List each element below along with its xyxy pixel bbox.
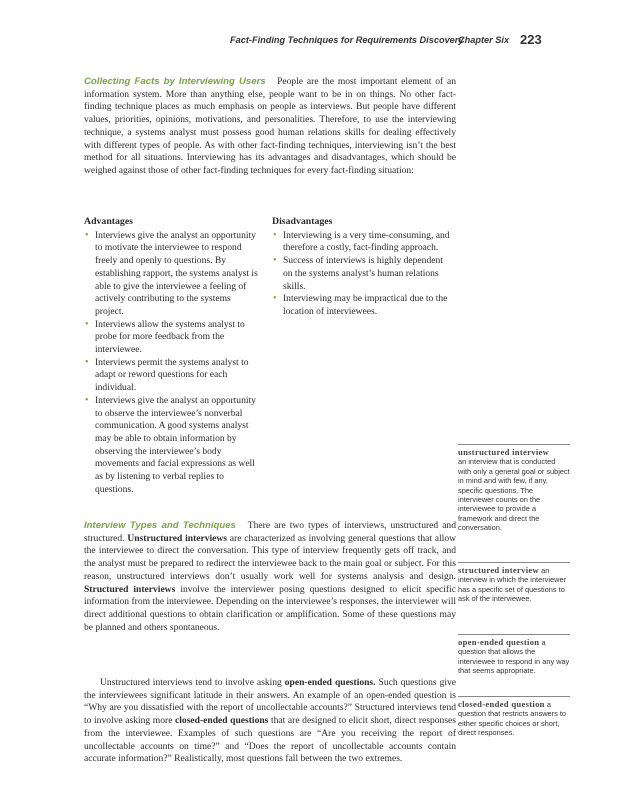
glossary-entry-closed-ended-question xyxy=(458,696,570,738)
key-term: Structured interviews xyxy=(84,583,176,595)
glossary-term: unstructured interview xyxy=(458,447,550,457)
section-text: Unstructured interviews tend to involve asking xyxy=(100,677,282,688)
glossary-definition: an interview that is conducted with only a general goal or subject in mind and with few, if any, specific questions. The interviewer counts on the interviewee to provide a framework and direct the conversation. xyxy=(458,457,570,533)
disadvantages-column xyxy=(272,216,450,319)
glossary-entry-open-ended-question xyxy=(458,634,570,676)
section-heading: Interview Types and Techniques xyxy=(84,520,236,531)
glossary-definition: an interview in which the interviewer has a specific set of questions to ask of the interviewee. xyxy=(458,566,567,604)
running-header xyxy=(0,33,619,47)
key-term: closed-ended questions xyxy=(175,715,269,727)
section-text: Such questions give the interviewees significant latitude in their answers. An example of an open-ended question is “Why are you dissatisfied with the report of uncollectable accounts?” Structured interviews tend to involve asking more xyxy=(84,677,457,727)
advantages-list xyxy=(84,230,262,497)
glossary-definition: a question that restricts answers to either specific choices or short, direct responses. xyxy=(458,700,567,738)
section-interview-types xyxy=(84,520,456,634)
running-title: Fact-Finding Techniques for Requirements Discovery xyxy=(230,35,464,45)
advantages-heading: Advantages xyxy=(84,216,133,227)
section-text: that are designed to elicit short, direct responses from the interviewee. Examples of such questions are “Are you receiving the report of uncollectable accounts on time?” and “Does the report of uncollectable accounts contain accurate information?” Realistically, most questions fall between the two extremes. xyxy=(84,715,456,765)
glossary-entry-unstructured-interview xyxy=(458,444,570,533)
list-item: • Interviewing is a very time-consuming, and therefore a costly, fact-finding approach. xyxy=(272,230,450,255)
list-item: • Interviews allow the systems analyst to probe for more feedback from the interviewee. xyxy=(84,319,262,357)
key-term: Unstructured interviews xyxy=(127,532,227,544)
glossary-entry-structured-interview xyxy=(458,562,570,604)
advantages-column xyxy=(84,216,262,496)
list-item: • Interviews give the analyst an opportunity to motivate the interviewee to respond freely and openly to questions. By establishing rapport, the systems analyst is able to give the interviewee a feeling of actively contributing to the systems project. xyxy=(84,230,262,319)
chapter-label: Chapter Six xyxy=(458,35,510,45)
glossary-definition: a question that allows the interviewee to respond in any way that seems appropriate. xyxy=(458,638,570,676)
glossary-term: structured interview xyxy=(458,565,540,575)
glossary-term: closed-ended question xyxy=(458,699,545,709)
section-collecting-facts xyxy=(84,76,456,178)
list-item: • Success of interviews is highly dependent on the systems analyst’s human relations skills. xyxy=(272,255,450,293)
section-heading: Collecting Facts by Interviewing Users xyxy=(84,76,266,87)
list-item: • Interviewing may be impractical due to the location of interviewees. xyxy=(272,293,450,318)
section-body: People are the most important element of an information system. More than anything else, people want to be in on things. No other fact-finding technique places as much emphasis on people as interviews. But people have different values, priorities, opinions, motivations, and personalities. Therefore, to use the interviewing technique, a systems analyst must possess good human relations skills for dealing effectively with different types of people. As with other fact-finding techniques, interviewing isn’t the best method for all situations. Interviewing has its advantages and disadvantages, which should be weighed against those of other fact-finding techniques for every fact-finding situation: xyxy=(84,76,456,176)
glossary-term: open-ended question xyxy=(458,637,540,647)
section-text: are characterized as involving general questions that allow the interviewee to direct the conversation. This type of interview frequently gets off track, and the analyst must be prepared to redirect the interviewee back to the main goal or subject. For this reason, unstructured interviews don’t usually work well for systems analysis and design. xyxy=(84,532,456,582)
key-term: open-ended questions. xyxy=(284,677,376,688)
disadvantages-list xyxy=(272,230,450,319)
list-item: • Interviews permit the systems analyst to adapt or reword questions for each individual. xyxy=(84,357,262,395)
paragraph-question-types xyxy=(84,677,456,766)
disadvantages-heading: Disadvantages xyxy=(272,216,333,227)
section-text: involve the interviewer posing questions designed to elicit specific information from the interviewee. Depending on the interviewee’s responses, the interviewer will direct additional questions to obtain clarification or amplification. Some of these questions may be planned and others spontaneous. xyxy=(84,583,456,633)
list-item: • Interviews give the analyst an opportunity to observe the interviewee’s nonverbal communication. A good systems analyst may be able to obtain information by observing the interviewee’s body movements and facial expressions as well as by listening to verbal replies to questions. xyxy=(84,395,262,497)
section-text: There are two types of interviews, unstructured and structured. xyxy=(84,520,456,544)
page-number: 223 xyxy=(520,32,542,47)
